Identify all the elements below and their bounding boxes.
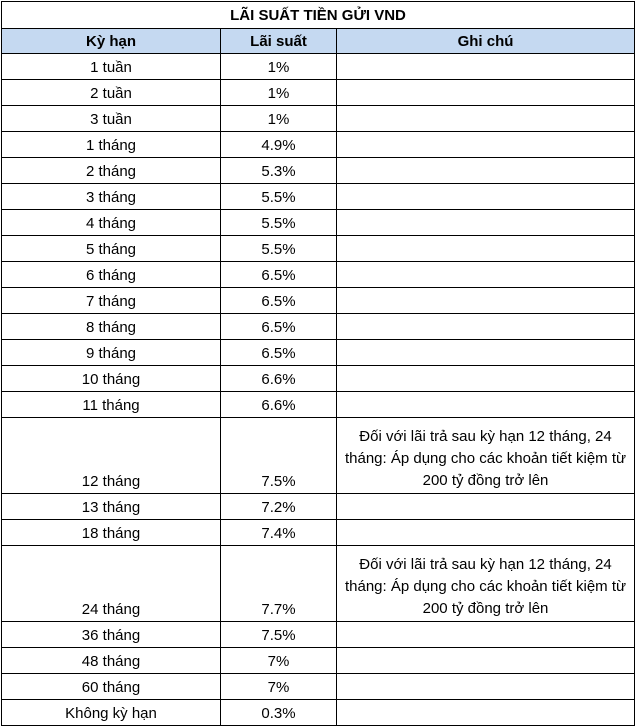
header-note: Ghi chú [337,29,635,54]
note-cell [337,106,635,132]
table-row [2,622,635,648]
rate-cell: 6.6% [221,366,337,392]
table-row [2,546,635,622]
rate-cell: 5.3% [221,158,337,184]
table-row [2,418,635,494]
table-row [2,314,635,340]
term-cell: 60 tháng [2,674,221,700]
term-cell: 11 tháng [2,392,221,418]
note-cell [337,236,635,262]
table-row [2,700,635,726]
term-cell: 13 tháng [2,494,221,520]
term-cell: 24 tháng [2,546,221,622]
rate-cell: 5.5% [221,184,337,210]
term-cell: 8 tháng [2,314,221,340]
term-cell: 12 tháng [2,418,221,494]
note-cell [337,622,635,648]
rate-cell: 7% [221,674,337,700]
note-cell: Đối với lãi trả sau kỳ hạn 12 tháng, 24 tháng: Áp dụng cho các khoản tiết kiệm từ 200 tỷ đồng trở lên [337,418,635,494]
term-cell: 3 tuần [2,106,221,132]
note-cell [337,54,635,80]
term-cell: 3 tháng [2,184,221,210]
rate-cell: 1% [221,54,337,80]
term-cell: 7 tháng [2,288,221,314]
term-cell: 5 tháng [2,236,221,262]
note-cell [337,80,635,106]
term-cell: 2 tháng [2,158,221,184]
rate-cell: 6.5% [221,262,337,288]
rate-cell: 6.5% [221,340,337,366]
note-cell [337,674,635,700]
rate-cell: 7.5% [221,418,337,494]
table-body [2,54,635,726]
title-row [2,2,635,29]
note-cell [337,132,635,158]
term-cell: 2 tuần [2,80,221,106]
term-cell: 9 tháng [2,340,221,366]
table-row [2,392,635,418]
note-cell [337,700,635,726]
table-row [2,158,635,184]
term-cell: 36 tháng [2,622,221,648]
note-cell [337,494,635,520]
rate-cell: 7% [221,648,337,674]
rate-cell: 6.5% [221,288,337,314]
table-row [2,288,635,314]
note-cell [337,648,635,674]
rate-cell: 7.7% [221,546,337,622]
rate-cell: 1% [221,80,337,106]
rate-cell: 7.4% [221,520,337,546]
note-cell [337,366,635,392]
note-cell: Đối với lãi trả sau kỳ hạn 12 tháng, 24 tháng: Áp dụng cho các khoản tiết kiệm từ 200 tỷ đồng trở lên [337,546,635,622]
rate-cell: 5.5% [221,236,337,262]
term-cell: 4 tháng [2,210,221,236]
note-cell [337,314,635,340]
table-row [2,262,635,288]
rate-cell: 1% [221,106,337,132]
table-row [2,520,635,546]
header-row [2,29,635,54]
table-row [2,184,635,210]
term-cell: 18 tháng [2,520,221,546]
term-cell: 1 tuần [2,54,221,80]
table-row [2,340,635,366]
rate-cell: 6.6% [221,392,337,418]
table-row [2,106,635,132]
term-cell: 10 tháng [2,366,221,392]
rate-cell: 4.9% [221,132,337,158]
rate-cell: 0.3% [221,700,337,726]
note-cell [337,262,635,288]
table-row [2,674,635,700]
note-cell [337,288,635,314]
note-cell [337,340,635,366]
term-cell: 6 tháng [2,262,221,288]
note-cell [337,158,635,184]
table-row [2,648,635,674]
note-cell [337,210,635,236]
note-cell [337,520,635,546]
term-cell: 1 tháng [2,132,221,158]
table-row [2,132,635,158]
table-row [2,366,635,392]
term-cell: 48 tháng [2,648,221,674]
note-cell [337,392,635,418]
table-row [2,236,635,262]
rate-cell: 6.5% [221,314,337,340]
header-rate: Lãi suất [221,29,337,54]
rate-cell: 7.2% [221,494,337,520]
table-row [2,494,635,520]
rate-cell: 5.5% [221,210,337,236]
table-row [2,80,635,106]
note-cell [337,184,635,210]
rate-cell: 7.5% [221,622,337,648]
table-row [2,210,635,236]
table-title: LÃI SUẤT TIỀN GỬI VND [2,2,635,29]
table-row [2,54,635,80]
term-cell: Không kỳ hạn [2,700,221,726]
deposit-rate-table [1,1,635,726]
header-term: Kỳ hạn [2,29,221,54]
